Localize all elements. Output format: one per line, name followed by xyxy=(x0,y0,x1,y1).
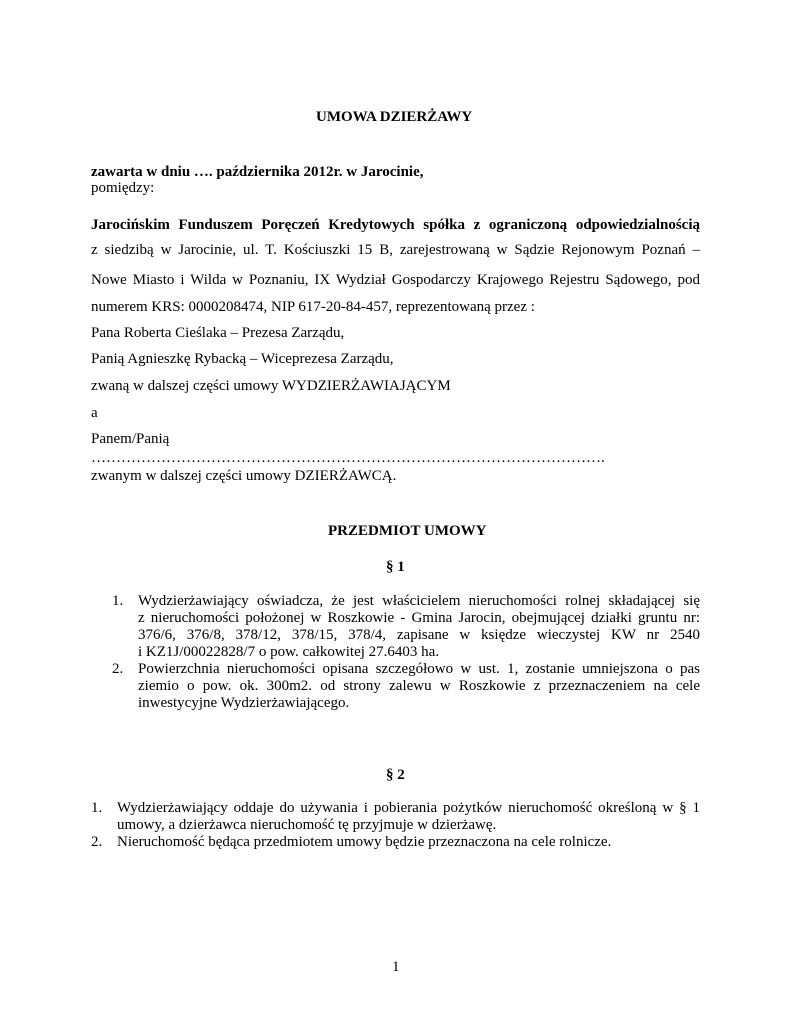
item-line: umowy, a dzierżawca nieruchomość tę przyjmuje w dzierżawę. xyxy=(117,817,497,833)
item-line: ziemio o pow. ok. 300m2. od strony zalewu w Roszkowie z przeznaczeniem na cele xyxy=(138,678,700,694)
paragraph-2-list xyxy=(91,800,700,851)
item-number: 1. xyxy=(112,593,124,609)
representative-2: Panią Agnieszkę Rybacką – Wiceprezesa Zarządu, xyxy=(91,351,394,367)
party1-line-1: z siedzibą w Jarocinie, ul. T. Kościuszki 15 B, zarejestrowaną w Sądzie Rejonowym Poznań – xyxy=(91,242,700,258)
paragraph-1-list xyxy=(112,593,700,712)
party1-line-3: numerem KRS: 0000208474, NIP 617-20-84-457, reprezentowaną przez : xyxy=(91,299,535,315)
party2-dots: …………………………………………………………………………………………. xyxy=(91,450,605,466)
item-number: 1. xyxy=(91,800,103,816)
paragraph-1-heading: § 1 xyxy=(386,559,405,575)
item-line: i KZ1J/00022828/7 o pow. całkowitej 27.6403 ha. xyxy=(138,644,440,660)
and-label: a xyxy=(91,405,98,421)
party1-line-2: Nowe Miasto i Wilda w Poznaniu, IX Wydział Gospodarczy Krajowego Rejestru Sądowego, pod xyxy=(91,272,700,288)
lessor-designation: zwaną w dalszej części umowy WYDZIERŻAWIAJĄCYM xyxy=(91,378,451,394)
representative-1: Pana Roberta Cieślaka – Prezesa Zarządu, xyxy=(91,325,345,341)
item-line: Wydzierżawiający oświadcza, że jest właścicielem nieruchomości rolnej składającej się xyxy=(138,593,700,609)
between-label: pomiędzy: xyxy=(91,180,155,196)
item-line: Nieruchomość będąca przedmiotem umowy będzie przeznaczona na cele rolnicze. xyxy=(117,834,612,850)
item-number: 2. xyxy=(91,834,103,850)
list-item xyxy=(91,800,700,834)
party2-label: Panem/Panią xyxy=(91,431,170,447)
list-item xyxy=(112,593,700,661)
list-item xyxy=(91,834,700,851)
document-title: UMOWA DZIERŻAWY xyxy=(316,109,473,125)
item-line: inwestycyjne Wydzierżawiającego. xyxy=(138,695,350,711)
page-number: 1 xyxy=(392,959,400,975)
item-line: z nieruchomości położonej w Roszkowie - Gmina Jarocin, obejmującej działki gruntu nr: xyxy=(138,610,700,626)
item-line: 376/6, 376/8, 378/12, 378/15, 378/4, zapisane w księdze wieczystej KW nr 2540 xyxy=(138,627,700,643)
list-item xyxy=(112,661,700,712)
lessee-designation: zwanym w dalszej części umowy DZIERŻAWCĄ. xyxy=(91,468,397,484)
date-line: zawarta w dniu …. października 2012r. w Jarocinie, xyxy=(91,164,424,180)
item-line: Wydzierżawiający oddaje do używania i pobierania pożytków nieruchomość określoną w § 1 xyxy=(117,800,700,816)
party1-name: Jarocińskim Funduszem Poręczeń Kredytowych spółka z ograniczoną odpowiedzialnością xyxy=(91,217,700,233)
item-line: Powierzchnia nieruchomości opisana szczegółowo w ust. 1, zostanie umniejszona o pas xyxy=(138,661,700,677)
paragraph-2-heading: § 2 xyxy=(386,767,405,783)
section-title: PRZEDMIOT UMOWY xyxy=(328,523,487,539)
item-number: 2. xyxy=(112,661,124,677)
